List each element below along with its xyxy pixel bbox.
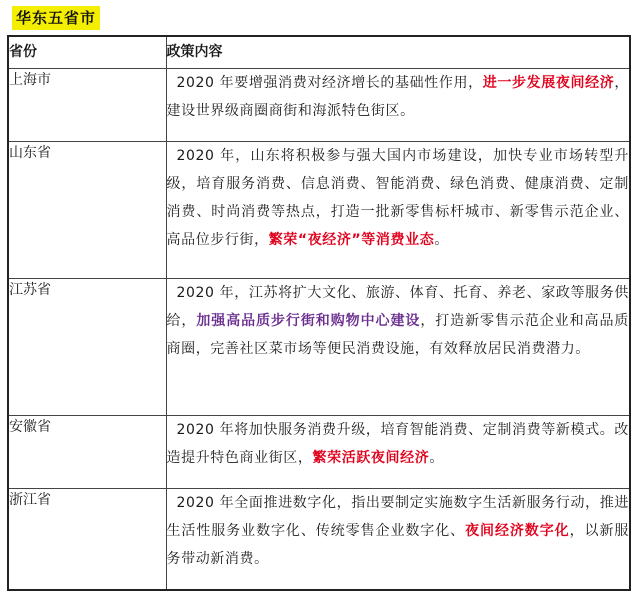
policy-content-cell [166,489,630,590]
table-row [8,69,630,142]
policy-content-cell [166,279,630,416]
policy-text: ，打造新零售示范企业和高品质商圈，完善社区菜市场等便民消费设施，有效释放居民消费潜力。 [166,313,629,357]
policy-text: 2020 年将加快服务消费升级，培育智能消费、定制消费等新模式。改造提升特色商业街区， [166,422,629,466]
policy-highlight: 进一步发展夜间经济 [482,75,615,91]
policy-highlight: 繁荣“夜经济”等消费业态 [268,232,435,248]
policy-text: 2020 年要增强消费对经济增长的基础性作用， [176,75,483,91]
policy-text: 。 [434,232,449,248]
province-cell: 江苏省 [8,279,166,416]
table-row [8,489,630,590]
policy-content-cell [166,69,630,142]
policy-text: 2020 年全面推进数字化，指出要制定实施数字生活新服务行动，推进生活性服务业数字化、传统零售企业数字化、 [166,495,629,539]
policy-text: 2020 年，山东将积极参与强大国内市场建设，加快专业市场转型升级，培育服务消费、信息消费、智能消费、绿色消费、健康消费、定制消费、时尚消费等热点，打造一批新零售标杆城市、新零售示范企业、高品位步行街， [166,148,629,248]
policy-text: ，建设世界级商圈商街和海派特色街区。 [166,75,629,119]
province-cell: 上海市 [8,69,166,142]
table-header-row [8,36,630,69]
province-cell: 安徽省 [8,416,166,489]
policy-highlight: 加强高品质步行街和购物中心建设 [196,313,421,329]
section-title-wrap [12,6,100,30]
table-row [8,416,630,489]
policy-text: ，以新服务带动新消费。 [166,523,629,567]
policy-table [7,35,631,591]
policy-text: 。 [429,450,444,466]
header-province: 省份 [8,36,166,69]
policy-content-cell [166,416,630,489]
policy-content-cell [166,142,630,279]
table-row [8,279,630,416]
policy-text: 2020 年，江苏将扩大文化、旅游、体育、托育、养老、家政等服务供给， [166,285,629,329]
policy-highlight: 繁荣活跃夜间经济 [312,450,430,466]
header-policy-content: 政策内容 [166,36,630,69]
table-row [8,142,630,279]
province-cell: 浙江省 [8,489,166,590]
policy-highlight: 夜间经济数字化 [465,523,570,539]
section-title: 华东五省市 [12,6,100,30]
province-cell: 山东省 [8,142,166,279]
